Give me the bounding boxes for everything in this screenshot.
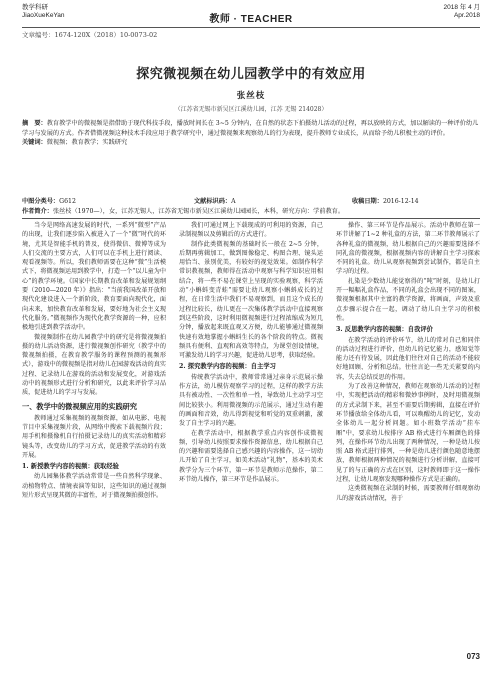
header-rule [22,27,480,28]
body-paragraph: 幼儿园集体教学活动常常是一些自然科学现象、动植物特点、情境表演等知识，这些知识的通过视频短片形式呈现其微的丰富性，对于微视频拍摄创作。 [22,473,166,500]
body-paragraph: 这类微视频在录制的时候，需要教师仔细观察幼儿的游戏活动情况，善于 [336,485,480,502]
abstract-label: 摘 要： [22,120,47,127]
body-paragraph: 当今是网络高速发展的时代，一系列“微型”产品的出现，让我们逐步陷入被进入了一个“微”时代的环境，尤其是智能手机的普及，使得微信、微博等成为人们交流的主要方式，人们可以在手机上进行阅读、观看视频等。所以，我们教师需要在这种“微”生活模式下，将微视频运用到教学中，打造一个“以儿童为中心”的教学环境。《国家中长期教育改革和发展规划纲要（2010—2020 年）》指出：“当前我国改革开放和现代化建设进入一个新阶段，教育要面向现代化，面向未来，加快教育改革和发展，要好地为社会主义现代化服务。”微视频作为现代化教学资源的一种，应积极地引进到教学活动中。 [22,222,166,332]
received-date-value: 2016-12-14 [382,198,419,205]
article-number: 文章编号：1674-120X（2018）10-0073-02 [22,31,158,39]
article-meta [22,197,480,217]
journal-section-en: JiaoXueKeYan [22,12,65,19]
doc-code-label: 文献标识码： [194,198,232,205]
clc-label: 中图分类号： [22,198,60,205]
clc-value: G612 [59,198,76,205]
keywords-label: 关键词： [22,139,47,147]
author-bio-label: 作者简介： [22,208,53,215]
author-name: 张丝枝 [236,91,266,101]
column-2 [179,221,323,484]
body-paragraph: 教师通过采集视频的视频资源，如从电影、电视节目中采集视频片段，从网络中搜索下载视频片段；用手机和摄像机自行拍摄记录幼儿的真实活动和精彩镜头等，改变幼儿的学习方式，促进教学活动的有效开展。 [22,414,166,459]
author-bio-text: 张丝枝（1970—），女，江苏无锡人，江苏省无锡市新吴区江溪幼儿园园长，本科，研究方向：学前教育。 [52,208,345,215]
body-paragraph: 扎染是少数幼儿能觉察得的“吨”时刻，是幼儿打开一幅幅礼盒作品，不同的礼盒会出现不同的图案，微视频根据其中主富的教学资源，将画面，声效及重点步骤示提合在一起，调动了幼儿自主学习的积极性。 [336,277,480,322]
received-date-label: 收稿日期： [352,198,383,205]
section-heading: 一、教学中的微视频应用的实践研究 [22,401,138,411]
body-paragraph: 在教学活动的评价环节，幼儿的常对自己和同伴的活动过程进行评价，但幼儿的记忆能力，感知觉等能力还有待发展，因此他们往往对自己的活动不能较好地回顾、分析和总结。往往言论一些无关紧要的内容，失去总结反思的作用。 [336,336,480,381]
subsection-heading: 3. 反思教学内容的视频：自我评价 [336,326,433,334]
issue-date [444,4,481,20]
body-paragraph: 微视频制作在幼儿园教学中的研究是将微视频拍摄的幼儿活动资源，进行微视频创作研究（教学中的微视频拍摄，在教育教学服务的课程预测的视频形式），游戏中的微视频是指对幼儿在园游戏活动的真实过程、记录幼儿在游戏的活动和发展变化，对游戏活动中的视频形式进行分析和研究，以此来评价学习品质，促进幼儿的学习与发展。 [22,333,166,397]
page-number: 073 [466,652,480,661]
body-paragraph: 为了改善这种情况，教师在观察幼儿活动的过程中，实现把活动的精彩和微妙事例时，及时用微视频的方式录制下来，甚至不需要后期剪辑，直接在评价环节播放给全体幼儿看，可以唤醒幼儿的记忆，发动全体幼儿一起分析问题。如小班数学活动“挂车厢”中，要求幼儿按排序 AB 格式进行车厢颜色的排列，在操作环节幼儿出现了两种情况，一种是幼儿按照 AB 格式进行排列，一种是幼儿进行颜色随意地摆放，教师根据两种情况的视频进行分析讲解，直接可见了的与正确的方式在区别，这时教师即于这一操作过程，让幼儿观察发现哪种操作方式是正确的。 [336,383,480,484]
column-1 [22,221,166,500]
journal-name: 教师 · TEACHER [209,14,293,25]
body-paragraph: 传统教学活动中，教师常常通过亲身示范展示操作方法，幼儿模仿观察学习的过程，这样的教学方法具有被动性、一次性和单一性，导致幼儿主动学习空间比较狭小。利用微视频的示范展示，通过生动有趣的画面和音效，幼儿得到视觉和听觉的双重刺激，激发了自主学习的兴趣。 [179,373,323,428]
journal-section-cn: 教学科研 [22,4,48,11]
issue-date-cn: 2018 年 4 月 [443,4,480,11]
journal-header [22,4,480,28]
issue-date-en: Apr.2018 [453,12,480,19]
keywords-text: 微视频；教育教学；实践研究 [46,139,128,147]
abstract [22,119,480,148]
abstract-text: 教育教学中的微视频是指借助于现代科技手段，播放时间长在 3~5 分钟内，在自然的状态下拍摄幼儿活动的过程，再以放映的方式，加以解读的一种评价幼儿学习与发展的方式。作者借微视频这种技术手段应用于教学研究中，通过微视频来观察幼儿的行为表现，提升教师专业成长，从而给予幼儿积极主动的评价。 [22,120,479,137]
subsection-heading: 2. 探究教学内容的视频：自主学习 [179,363,276,371]
body-paragraph: 在教学活动中，根据教学重点内容创作成微视频，引导幼儿按照要求操作资源信息，幼儿根据自己的兴趣和需要选择自己感兴趣的内容操作，这一切幼儿开始了自主学习，如美术活动“礼物”，基本的美术教学分为三个环节，第一环节是教师示范操作，第二环节幼儿操作，第三环节是作品展示。 [179,429,323,484]
subsection-heading: 1. 新授教学内容的视频：获取经验 [22,463,119,471]
author-affiliation: （江苏省无锡市新吴区江溪幼儿园，江苏 无锡 214028） [174,106,328,113]
body-paragraph: 操作、第三环节是作品展示。活动中教师在第一环节讲解了1~2 种礼盒的方法，第二环节教师展示了各种礼盒的微视频，幼儿根据自己的兴趣需要选择不同礼盒的微视频，根据视频内容的讲解自主学习探索不同的礼盒。幼儿从观察视频到尝试制作，都是自主学习的过程。 [336,222,480,276]
meta-rule [22,218,480,219]
doc-code-value: A [231,198,236,205]
body-paragraph: 我们可通过网上下载现成的可利用的资源，自己录制视频以及剪辑后的方式进行。 [179,222,323,239]
column-3 [336,221,480,503]
article-title: 探究微视频在幼儿园教学中的有效应用 [136,67,366,82]
body-paragraph: 制作此类微视频的基础时长一般在 2~5 分钟，后期再剪辑加工，做到图像稳定、构图合理、镜头运用恰当、景别优美，有较好的视觉效果。如制作科学常识教视频，教师得在活动中观察与科学知识应用相结合，将一些不易在课堂上呈现的实验观察，科学活动“小蝌蚪变青蛙”需要让幼儿观察小蝌蚪成长的过程，在日常生活中我们不易观察到，而且这个成长的过程比较长，幼儿更在一次集体教学活动中直接观察到这些阶段，这时利用微视频进行过程浓缩成为短几分钟，播放起来既直观又方便，幼儿能够通过微视频快速有效地掌握小蝌蚪生长的各个阶段的特点。微视频具有便利、直观和高效等特点，为课堂创设情境，可激发幼儿的学习兴趣，促进幼儿思考，获取经验。 [179,240,323,360]
